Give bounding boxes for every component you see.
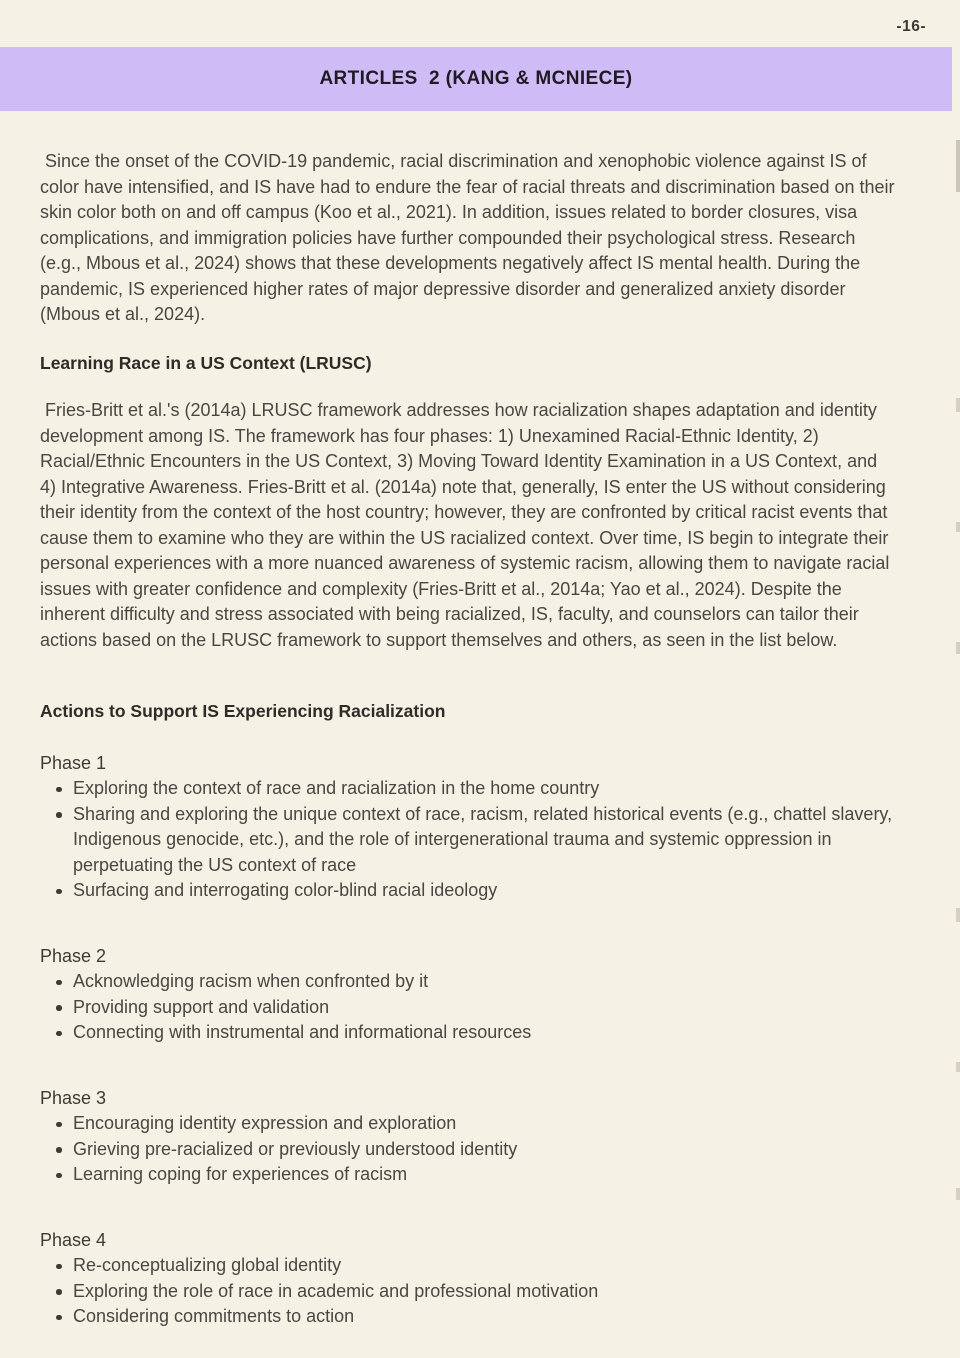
- page-edge-artifact: [956, 1188, 960, 1200]
- phase-1-item-3: Surfacing and interrogating color-blind racial ideology: [40, 878, 898, 904]
- phase-4-label: Phase 4: [40, 1229, 107, 1250]
- phase-1-list: [40, 776, 898, 904]
- article-content: [0, 111, 960, 1330]
- article-banner: [0, 47, 952, 111]
- phase-2-block: [40, 944, 898, 1046]
- page-edge-artifact: [956, 908, 960, 922]
- phase-1-label: Phase 1: [40, 752, 107, 773]
- page-edge-artifact: [956, 398, 960, 412]
- paragraph-intro: Since the onset of the COVID-19 pandemic, racial discrimination and xenophobic violence against IS of color have intensified, and IS have had to endure the fear of racial threats and discrimination based on their skin color both on and off campus (Koo et al., 2021). In addition, issues related to border closures, visa complications, and immigration policies have further compounded their psychological stress. Research (e.g., Mbous et al., 2024) shows that these developments negatively affect IS mental health. During the pandemic, IS experienced higher rates of major depressive disorder and generalized anxiety disorder (Mbous et al., 2024).: [40, 151, 900, 324]
- phase-3-item-3: Learning coping for experiences of racism: [40, 1162, 898, 1188]
- banner-title: ARTICLES 2 (KANG & MCNIECE): [319, 68, 633, 89]
- phase-4-item-3: Considering commitments to action: [40, 1304, 898, 1330]
- phase-3-label: Phase 3: [40, 1087, 107, 1108]
- phase-3-item-1: Encouraging identity expression and exploration: [40, 1111, 898, 1137]
- phase-4-list: [40, 1253, 898, 1330]
- phase-2-item-1: Acknowledging racism when confronted by it: [40, 969, 898, 995]
- phase-2-item-2: Providing support and validation: [40, 995, 898, 1021]
- phase-3-item-2: Grieving pre-racialized or previously understood identity: [40, 1137, 898, 1163]
- phase-4-item-2: Exploring the role of race in academic and professional motivation: [40, 1279, 898, 1305]
- phase-2-item-3: Connecting with instrumental and informational resources: [40, 1020, 898, 1046]
- phase-1-block: [40, 751, 898, 904]
- section-heading-lrusc: Learning Race in a US Context (LRUSC): [40, 352, 372, 373]
- phase-4-block: [40, 1228, 898, 1330]
- page-edge-artifact: [956, 522, 960, 532]
- phase-1-item-1: Exploring the context of race and racialization in the home country: [40, 776, 898, 802]
- page-edge-artifact: [956, 642, 960, 654]
- phase-1-item-2: Sharing and exploring the unique context of race, racism, related historical events (e.g., chattel slavery, Indigenous genocide, etc.), and the role of intergenerational trauma and systemic oppression in perpetuating the US context of race: [40, 802, 898, 879]
- page-number: -16-: [896, 18, 926, 35]
- phase-4-item-1: Re-conceptualizing global identity: [40, 1253, 898, 1279]
- page-edge-artifact: [956, 1062, 960, 1072]
- phase-3-list: [40, 1111, 898, 1188]
- phase-2-label: Phase 2: [40, 945, 107, 966]
- page-header: [0, 0, 960, 47]
- paragraph-lrusc: Fries-Britt et al.'s (2014a) LRUSC framework addresses how racialization shapes adaptation and identity development among IS. The framework has four phases: 1) Unexamined Racial-Ethnic Identity, 2) Racial/Ethnic Encounters in the US Context, 3) Moving Toward Identity Examination in a US Context, and 4) Integrative Awareness. Fries-Britt et al. (2014a) note that, generally, IS enter the US without considering their identity from the context of the host country; however, they are confronted by critical racist events that cause them to examine who they are within the US racialized context. Over time, IS begin to integrate their personal experiences with a more nuanced awareness of systemic racism, allowing them to navigate racial issues with greater confidence and complexity (Fries-Britt et al., 2014a; Yao et al., 2024). Despite the inherent difficulty and stress associated with being racialized, IS, faculty, and counselors can tailor their actions based on the LRUSC framework to support themselves and others, as seen in the list below.: [40, 400, 895, 650]
- page-edge-artifact: [956, 140, 960, 192]
- phase-3-block: [40, 1086, 898, 1188]
- phase-2-list: [40, 969, 898, 1046]
- section-heading-actions: Actions to Support IS Experiencing Racialization: [40, 701, 446, 721]
